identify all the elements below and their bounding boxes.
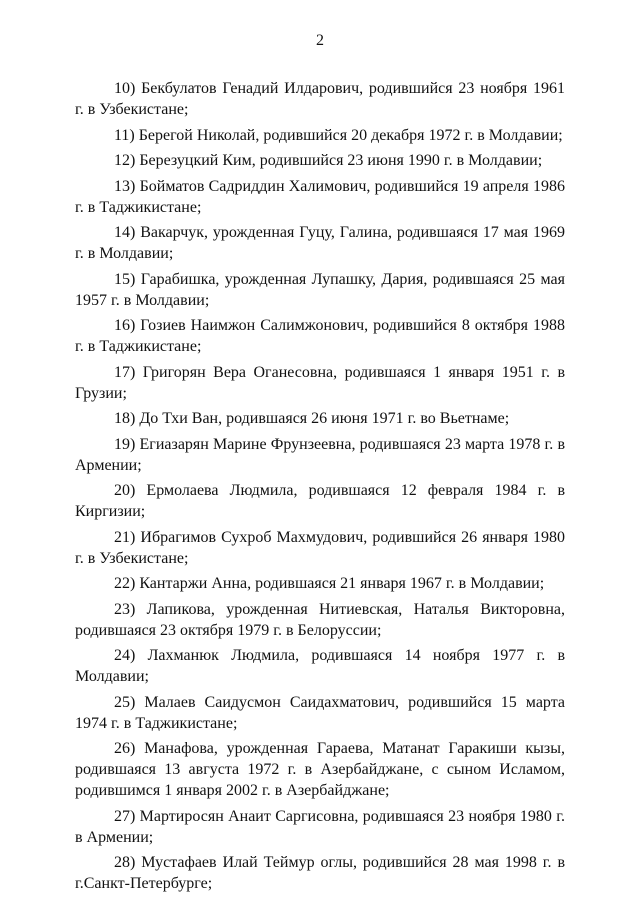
list-item: 27) Мартиросян Анаит Саргисовна, родившаяся 23 ноября 1980 г. в Армении; [75, 807, 565, 846]
list-item: 14) Вакарчук, урожденная Гуцу, Галина, родившаяся 17 мая 1969 г. в Молдавии; [75, 224, 565, 262]
list-item: 28) Мустафаев Илай Теймур оглы, родившийся 28 мая 1998 г. в г.Санкт-Петербурге; [75, 854, 565, 892]
list-item: 21) Ибрагимов Сухроб Махмудович, родившийся 26 января 1980 г. в Узбекистане; [75, 528, 565, 567]
document-list [75, 78, 565, 899]
list-item: 15) Гарабишка, урожденная Лупашку, Дария, родившаяся 25 мая 1957 г. в Молдавии; [75, 270, 565, 309]
list-item: 25) Малаев Саидусмон Саидахматович, родившийся 15 марта 1974 г. в Таджикистане; [75, 693, 565, 732]
list-item: 12) Березуцкий Ким, родившийся 23 июня 1990 г. в Молдавии; [114, 152, 543, 169]
list-item: 22) Кантаржи Анна, родившаяся 21 января 1967 г. в Молдавии; [114, 575, 545, 592]
list-item: 11) Берегой Николай, родившийся 20 декабря 1972 г. в Молдавии; [114, 126, 563, 144]
list-item: 26) Манафова, урожденная Гараева, Матанат Гаракиши кызы, родившаяся 13 августа 1972 г. в Азербайджане, с сыном Исламом, родившимся 1 января 2002 г. в Азербайджане; [75, 740, 565, 799]
page-number: 2 [316, 32, 324, 49]
list-item: 20) Ермолаева Людмила, родившаяся 12 февраля 1984 г. в Киргизии; [75, 482, 565, 520]
list-item: 23) Лапикова, урожденная Нитиевская, Наталья Викторовна, родившаяся 23 октября 1979 г. в Белоруссии; [75, 600, 565, 639]
list-item: 17) Григорян Вера Оганесовна, родившаяся 1 января 1951 г. в Грузии; [75, 363, 565, 402]
list-item: 24) Лахманюк Людмила, родившаяся 14 ноября 1977 г. в Молдавии; [75, 647, 565, 685]
list-item: 13) Бойматов Садриддин Халимович, родившийся 19 апреля 1986 г. в Таджикистане; [75, 177, 565, 216]
list-item: 16) Гозиев Наимжон Салимжонович, родившийся 8 октября 1988 г. в Таджикистане; [75, 317, 565, 355]
list-item: 10) Бекбулатов Генадий Илдарович, родившийся 23 ноября 1961 г. в Узбекистане; [75, 80, 565, 118]
list-item: 18) До Тхи Ван, родившаяся 26 июня 1971 г. во Вьетнаме; [114, 410, 510, 427]
list-item: 19) Егиазарян Марине Фрунзеевна, родившаяся 23 марта 1978 г. в Армении; [75, 435, 565, 474]
